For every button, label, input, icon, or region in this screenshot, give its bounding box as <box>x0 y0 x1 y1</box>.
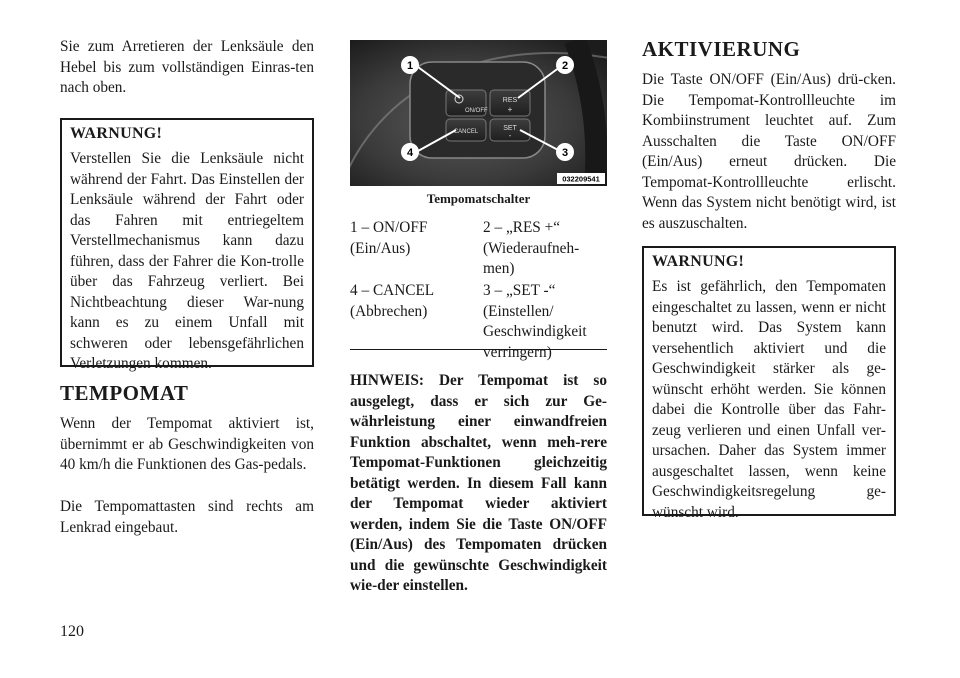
legend-item-3-desc-2: Geschwindigkeit <box>483 323 587 340</box>
warning-box-cruise <box>642 246 896 521</box>
set-minus-symbol: - <box>508 131 512 140</box>
section-heading-aktivierung: AKTIVIERUNG <box>642 37 801 61</box>
res-plus-symbol: + <box>507 105 513 114</box>
intro-text: Sie zum Arretieren der Lenksäule den Hebel bis zum vollständigen Einras-ten nach oben. <box>60 38 314 96</box>
callout-number-3: 3 <box>561 147 569 159</box>
legend-item-4 <box>350 281 434 322</box>
legend-item-2-desc-1: (Wiederaufneh- <box>483 239 580 257</box>
figure-code: 032209541 <box>562 174 600 184</box>
steering-wheel-illustration <box>350 40 607 186</box>
warning-title-2: WARNUNG! <box>652 253 745 270</box>
cruise-control-switch-figure <box>350 40 607 186</box>
figure-caption: Tempomatschalter <box>426 191 531 206</box>
page-number: 120 <box>60 623 84 640</box>
callout-number-1: 1 <box>406 60 414 72</box>
legend-item-3-desc-3: verringern) <box>483 343 552 361</box>
legend-item-3-label: 3 – „SET -“ <box>483 282 556 299</box>
set-button-label: SET <box>503 125 517 132</box>
warning-text: Verstellen Sie die Lenksäule nicht während der Fahrt. Das Einstellen der Lenksäule während der Fahrt oder das Fahren mit entriegeltem Verstellmechanismus kann dazu führen, dass der Fahrer die Kon-trolle über das Fahrzeug verliert. Bei Nichtbeachtung dieser War-nung kann es zu einem Unfall mit schweren oder lebensgefährlichen Verletzungen kommen. <box>70 150 304 372</box>
warning-text-2: Es ist gefährlich, den Tempomaten eingeschaltet zu lassen, wenn er nicht benutzt wird. Das System kann versehentlich aktiviert und die Geschwindigkeit stärker als ge-wünscht erhöht werden. Sie können dabei die Kontrolle über das Fahr-zeug verlieren und einen Unfall ver-ursachen. Daher das System immer ausgeschaltet lassen, wenn keine Geschwindigkeitsregelung ge-wünscht wird. <box>652 278 886 521</box>
onoff-button-label: ON/OFF <box>465 108 488 114</box>
legend-divider <box>350 349 607 350</box>
warning-box-steering <box>60 118 314 372</box>
legend-item-2 <box>483 218 579 280</box>
section-heading-tempomat: TEMPOMAT <box>60 381 189 405</box>
tempomat-paragraph-1: Wenn der Tempomat aktiviert ist, übernimmt er ab Geschwindigkeiten von 40 km/h die Funktionen des Gas-pedals. <box>60 415 314 473</box>
legend-item-2-desc-2: men) <box>483 260 515 277</box>
res-button-label: RES <box>502 97 518 104</box>
warning-title: WARNUNG! <box>70 125 163 142</box>
legend-item-1-desc: (Ein/Aus) <box>350 239 411 257</box>
legend-item-3-desc-1: (Einstellen/ <box>483 302 554 320</box>
callout-number-2: 2 <box>561 60 569 72</box>
callout-number-4: 4 <box>406 147 414 159</box>
tempomat-paragraph-2: Die Tempomattasten sind rechts am Lenkrad eingebaut. <box>60 498 314 536</box>
legend-item-3 <box>483 281 587 363</box>
legend-item-1 <box>350 218 427 259</box>
legend-item-2-label: 2 – „RES +“ <box>483 219 561 236</box>
legend-item-4-label: 4 – CANCEL <box>350 282 435 299</box>
note-paragraph: HINWEIS: Der Tempomat ist so ausgelegt, dass er sich zur Ge-währleistung einer einwandfreien Funktion abschaltet, wenn meh-rere Tempomat-Funktionen gleichzeitig betätigt werden. In diesem Fall kann der Tempomat wieder aktiviert werden, indem Sie die Taste ON/OFF (Ein/Aus) des Tempomaten drücken und die gewünschte Geschwindigkeit wie-der einstellen. <box>350 372 607 594</box>
aktivierung-paragraph: Die Taste ON/OFF (Ein/Aus) drü-cken. Die Tempomat-Kontrollleuchte im Kombiinstrument leuchtet auf. Zum Ausschalten die Taste ON/OFF (Ein/Aus) erneut drücken. Die Tempomat-Kontrollleuchte erlischt. Wenn das System nicht benötigt wird, ist es auszuschalten. <box>642 71 896 232</box>
legend-item-1-label: 1 – ON/OFF <box>350 219 428 236</box>
cancel-button-label: CANCEL <box>453 129 479 135</box>
legend-item-4-desc: (Abbrechen) <box>350 302 428 320</box>
